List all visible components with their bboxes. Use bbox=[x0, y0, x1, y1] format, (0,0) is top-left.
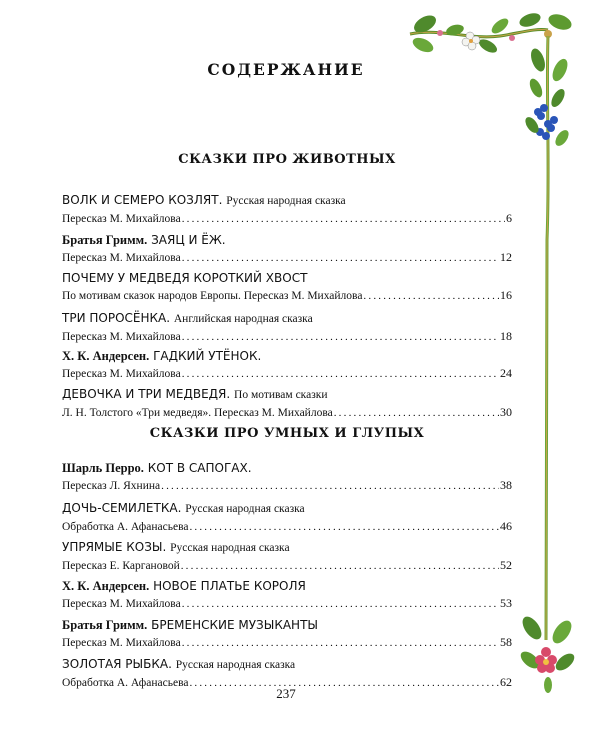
entry-credit: Л. Н. Толстого «Три медведя». Пересказ М. Михайлова bbox=[62, 407, 333, 419]
entry-credit: Обработка А. Афанасьева bbox=[62, 521, 189, 533]
entry-title: ТРИ ПОРОСЁНКА. bbox=[62, 311, 171, 325]
entry-credit-line bbox=[62, 404, 512, 422]
toc-entry[interactable] bbox=[62, 386, 512, 422]
toc-entry[interactable] bbox=[62, 578, 512, 613]
dot-leader bbox=[182, 329, 499, 346]
entry-credit: Пересказ М. Михайлова bbox=[62, 598, 181, 610]
entry-page-number: 16 bbox=[500, 288, 512, 302]
entry-page-number: 52 bbox=[500, 558, 512, 572]
entry-heading-line bbox=[62, 578, 512, 595]
entry-heading-line bbox=[62, 232, 512, 249]
entry-heading-line bbox=[62, 500, 512, 518]
entry-description: По мотивам сказки bbox=[234, 389, 328, 401]
entry-page-number: 30 bbox=[500, 405, 512, 419]
entry-author: Братья Гримм. bbox=[62, 233, 148, 247]
toc-entry[interactable] bbox=[62, 539, 512, 575]
entry-credit-line bbox=[62, 477, 512, 495]
entry-credit: Пересказ Л. Яхнина bbox=[62, 480, 161, 492]
entry-credit: Пересказ М. Михайлова bbox=[62, 637, 181, 649]
entry-page-number: 6 bbox=[506, 211, 512, 225]
entry-credit: Пересказ М. Михайлова bbox=[62, 368, 181, 380]
entry-page-number: 58 bbox=[500, 635, 512, 649]
toc-entry[interactable] bbox=[62, 460, 512, 495]
entry-description: Русская народная сказка bbox=[185, 503, 305, 515]
entry-credit-line bbox=[62, 249, 512, 267]
entry-credit-line bbox=[62, 328, 512, 346]
dot-leader bbox=[161, 478, 499, 495]
entry-page-number: 24 bbox=[500, 366, 512, 380]
entry-description: Русская народная сказка bbox=[170, 542, 290, 554]
dot-leader bbox=[182, 366, 499, 383]
entry-heading-line bbox=[62, 656, 512, 674]
entry-title: ЗАЯЦ И ЁЖ. bbox=[151, 233, 226, 247]
entry-heading-line bbox=[62, 539, 512, 557]
entry-page-number: 62 bbox=[500, 675, 512, 689]
entry-title: ДОЧЬ-СЕМИЛЕТКА. bbox=[62, 501, 182, 515]
entry-heading-line bbox=[62, 386, 512, 404]
entry-credit: Пересказ М. Михайлова bbox=[62, 252, 181, 264]
entry-credit-line bbox=[62, 595, 512, 613]
entry-author: Х. К. Андерсен. bbox=[62, 349, 150, 363]
entry-heading-line bbox=[62, 617, 512, 634]
toc-entry[interactable] bbox=[62, 500, 512, 536]
dot-leader bbox=[182, 635, 499, 652]
toc-entry[interactable] bbox=[62, 348, 512, 383]
entry-heading-line bbox=[62, 192, 512, 210]
entry-title: ГАДКИЙ УТЁНОК. bbox=[153, 349, 262, 363]
toc-entry[interactable] bbox=[62, 310, 512, 346]
dot-leader bbox=[182, 250, 499, 267]
entry-title: НОВОЕ ПЛАТЬЕ КОРОЛЯ bbox=[153, 579, 306, 593]
entry-author: Х. К. Андерсен. bbox=[62, 579, 150, 593]
entry-credit-line bbox=[62, 210, 512, 228]
dot-leader bbox=[189, 519, 499, 536]
entry-author: Шарль Перро. bbox=[62, 461, 144, 475]
entry-credit: Пересказ М. Михайлова bbox=[62, 331, 181, 343]
entry-description: Русская народная сказка bbox=[175, 659, 296, 671]
toc-entry[interactable] bbox=[62, 270, 512, 305]
entry-credit-line bbox=[62, 287, 512, 305]
entry-heading-line bbox=[62, 270, 512, 287]
dot-leader bbox=[182, 211, 505, 228]
entry-credit-line bbox=[62, 634, 512, 652]
entry-credit-line bbox=[62, 557, 512, 575]
entry-title: ДЕВОЧКА И ТРИ МЕДВЕДЯ. bbox=[62, 387, 231, 401]
page-number: 237 bbox=[276, 686, 296, 701]
entry-page-number: 18 bbox=[500, 329, 512, 343]
entry-description: Английская народная сказка bbox=[173, 313, 313, 325]
entry-heading-line bbox=[62, 310, 512, 328]
entry-page-number: 12 bbox=[500, 250, 512, 264]
toc-entry[interactable] bbox=[62, 192, 512, 228]
entry-author: Братья Гримм. bbox=[62, 618, 148, 632]
entry-heading-line bbox=[62, 348, 512, 365]
entry-description: Русская народная сказка bbox=[226, 195, 346, 207]
page-title: СОДЕРЖАНИЕ bbox=[207, 60, 365, 79]
entry-credit-line bbox=[62, 518, 512, 536]
dot-leader bbox=[363, 288, 499, 305]
entry-page-number: 46 bbox=[500, 519, 512, 533]
toc-entry[interactable] bbox=[62, 232, 512, 267]
entry-title: КОТ В САПОГАХ. bbox=[147, 461, 252, 475]
entry-heading-line bbox=[62, 460, 512, 477]
dot-leader bbox=[181, 558, 499, 575]
entry-page-number: 53 bbox=[500, 596, 512, 610]
entry-credit: Пересказ Е. Каргановой bbox=[62, 560, 180, 572]
entry-page-number: 38 bbox=[500, 478, 512, 492]
entry-title: БРЕМЕНСКИЕ МУЗЫКАНТЫ bbox=[151, 618, 318, 632]
section-title: СКАЗКИ ПРО ЖИВОТНЫХ bbox=[178, 152, 396, 167]
entry-title: ЗОЛОТАЯ РЫБКА. bbox=[62, 657, 172, 671]
entry-credit: Пересказ М. Михайлова bbox=[62, 213, 181, 225]
dot-leader bbox=[182, 596, 499, 613]
entry-credit-line bbox=[62, 365, 512, 383]
entry-title: УПРЯМЫЕ КОЗЫ. bbox=[62, 540, 167, 554]
entry-credit: Обработка А. Афанасьева bbox=[62, 677, 189, 689]
section-title: СКАЗКИ ПРО УМНЫХ И ГЛУПЫХ bbox=[149, 426, 425, 441]
entry-title: ВОЛК И СЕМЕРО КОЗЛЯТ. bbox=[62, 193, 223, 207]
dot-leader bbox=[334, 405, 499, 422]
entry-credit: По мотивам сказок народов Европы. Пересказ М. Михайлова bbox=[62, 290, 363, 302]
toc-entry[interactable] bbox=[62, 617, 512, 652]
entry-title: ПОЧЕМУ У МЕДВЕДЯ КОРОТКИЙ ХВОСТ bbox=[62, 271, 308, 285]
